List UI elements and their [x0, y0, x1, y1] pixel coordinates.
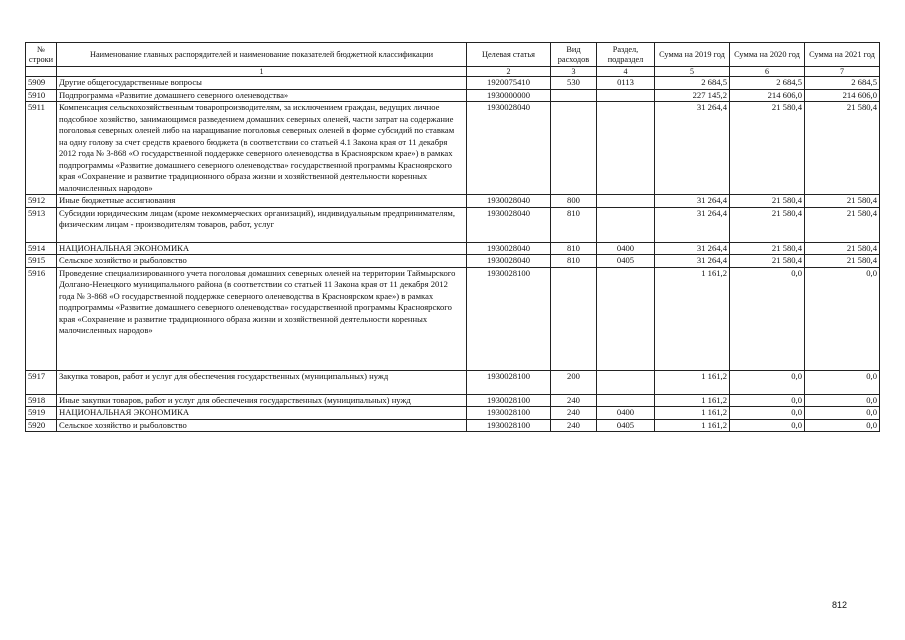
- section-cell: 0400: [597, 242, 655, 255]
- row-number-cell: 5917: [26, 370, 57, 394]
- sum-2021-cell: 0,0: [805, 394, 880, 407]
- target-article-cell: 1930028100: [467, 419, 551, 432]
- sum-2020-cell: 0,0: [730, 394, 805, 407]
- target-article-cell: 1930028100: [467, 407, 551, 420]
- row-number-cell: 5913: [26, 207, 57, 242]
- sum-2019-cell: 1 161,2: [655, 419, 730, 432]
- expense-type-cell: 810: [551, 242, 597, 255]
- table-row: [26, 419, 880, 432]
- sum-2019-cell: 1 161,2: [655, 370, 730, 394]
- sum-2019-cell: 1 161,2: [655, 407, 730, 420]
- header-row-number: № строки: [26, 43, 57, 67]
- table-row: [26, 255, 880, 268]
- sum-2019-cell: 31 264,4: [655, 195, 730, 208]
- sum-2021-cell: 0,0: [805, 267, 880, 370]
- index-cell: 4: [597, 67, 655, 77]
- row-number-cell: 5916: [26, 267, 57, 370]
- name-cell: Закупка товаров, работ и услуг для обеспечения государственных (муниципальных) нужд: [57, 370, 467, 394]
- sum-2019-cell: 227 145,2: [655, 89, 730, 102]
- section-cell: 0400: [597, 407, 655, 420]
- row-number-cell: 5909: [26, 77, 57, 90]
- header-expense-type: Вид расходов: [551, 43, 597, 67]
- header-sum-2019: Сумма на 2019 год: [655, 43, 730, 67]
- sum-2019-cell: 1 161,2: [655, 267, 730, 370]
- table-row: [26, 242, 880, 255]
- name-cell: Сельское хозяйство и рыболовство: [57, 419, 467, 432]
- sum-2021-cell: 21 580,4: [805, 102, 880, 195]
- index-cell: 5: [655, 67, 730, 77]
- sum-2021-cell: 21 580,4: [805, 207, 880, 242]
- table-row: [26, 394, 880, 407]
- section-cell: [597, 394, 655, 407]
- sum-2020-cell: 0,0: [730, 419, 805, 432]
- row-number-cell: 5915: [26, 255, 57, 268]
- header-sum-2021: Сумма на 2021 год: [805, 43, 880, 67]
- sum-2021-cell: 214 606,0: [805, 89, 880, 102]
- sum-2019-cell: 31 264,4: [655, 207, 730, 242]
- sum-2021-cell: 21 580,4: [805, 255, 880, 268]
- page-number: 812: [832, 600, 848, 610]
- name-cell: НАЦИОНАЛЬНАЯ ЭКОНОМИКА: [57, 407, 467, 420]
- section-cell: 0405: [597, 255, 655, 268]
- target-article-cell: 1930028100: [467, 370, 551, 394]
- sum-2021-cell: 0,0: [805, 419, 880, 432]
- index-cell: 1: [57, 67, 467, 77]
- sum-2019-cell: 31 264,4: [655, 255, 730, 268]
- header-section: Раздел, подраздел: [597, 43, 655, 67]
- budget-table: [25, 42, 880, 432]
- table-row: [26, 207, 880, 242]
- sum-2021-cell: 2 684,5: [805, 77, 880, 90]
- sum-2021-cell: 21 580,4: [805, 242, 880, 255]
- row-number-cell: 5914: [26, 242, 57, 255]
- header-name: Наименование главных распорядителей и наименование показателей бюджетной классификации: [57, 43, 467, 67]
- sum-2020-cell: 2 684,5: [730, 77, 805, 90]
- expense-type-cell: [551, 267, 597, 370]
- sum-2019-cell: 1 161,2: [655, 394, 730, 407]
- expense-type-cell: 800: [551, 195, 597, 208]
- section-cell: [597, 102, 655, 195]
- row-number-cell: 5912: [26, 195, 57, 208]
- expense-type-cell: 530: [551, 77, 597, 90]
- target-article-cell: 1920075410: [467, 77, 551, 90]
- table-row: [26, 89, 880, 102]
- sum-2020-cell: 0,0: [730, 407, 805, 420]
- sum-2021-cell: 0,0: [805, 407, 880, 420]
- target-article-cell: 1930000000: [467, 89, 551, 102]
- expense-type-cell: 200: [551, 370, 597, 394]
- sum-2020-cell: 214 606,0: [730, 89, 805, 102]
- section-cell: [597, 370, 655, 394]
- index-cell: [26, 67, 57, 77]
- sum-2020-cell: 0,0: [730, 267, 805, 370]
- row-number-cell: 5920: [26, 419, 57, 432]
- sum-2021-cell: 21 580,4: [805, 195, 880, 208]
- sum-2020-cell: 21 580,4: [730, 242, 805, 255]
- expense-type-cell: [551, 89, 597, 102]
- expense-type-cell: 810: [551, 255, 597, 268]
- section-cell: 0113: [597, 77, 655, 90]
- target-article-cell: 1930028040: [467, 102, 551, 195]
- index-cell: 3: [551, 67, 597, 77]
- sum-2019-cell: 31 264,4: [655, 242, 730, 255]
- sum-2021-cell: 0,0: [805, 370, 880, 394]
- target-article-cell: 1930028040: [467, 255, 551, 268]
- target-article-cell: 1930028040: [467, 207, 551, 242]
- column-index-row: [26, 67, 880, 77]
- name-cell: Другие общегосударственные вопросы: [57, 77, 467, 90]
- section-cell: 0405: [597, 419, 655, 432]
- row-number-cell: 5918: [26, 394, 57, 407]
- target-article-cell: 1930028100: [467, 267, 551, 370]
- table-row: [26, 102, 880, 195]
- sum-2020-cell: 0,0: [730, 370, 805, 394]
- name-cell: Проведение специализированного учета поголовья домашних северных оленей на территории Таймырского Долгано-Ненецкого муниципального района (в соответствии со статьей 11 Закона края от 11 декабря 2012 года № 3-868 «О государственной поддержке северного оленеводства в Красноярском крае») в рамках подпрограммы «Развитие домашнего северного оленеводства» государственной программы Красноярского края «Сохранение и развитие традиционного образа жизни и хозяйственной деятельности коренных малочисленных народов»: [57, 267, 467, 370]
- index-cell: 6: [730, 67, 805, 77]
- target-article-cell: 1930028100: [467, 394, 551, 407]
- table-row: [26, 195, 880, 208]
- table-row: [26, 77, 880, 90]
- section-cell: [597, 195, 655, 208]
- section-cell: [597, 267, 655, 370]
- row-number-cell: 5919: [26, 407, 57, 420]
- table-row: [26, 267, 880, 370]
- row-number-cell: 5910: [26, 89, 57, 102]
- section-cell: [597, 89, 655, 102]
- target-article-cell: 1930028040: [467, 242, 551, 255]
- index-cell: 2: [467, 67, 551, 77]
- name-cell: Субсидии юридическим лицам (кроме некоммерческих организаций), индивидуальным предпринимателям, физическим лицам - производителям товаров, работ, услуг: [57, 207, 467, 242]
- name-cell: Иные бюджетные ассигнования: [57, 195, 467, 208]
- sum-2020-cell: 21 580,4: [730, 255, 805, 268]
- header-target-article: Целевая статья: [467, 43, 551, 67]
- name-cell: Иные закупки товаров, работ и услуг для обеспечения государственных (муниципальных) нужд: [57, 394, 467, 407]
- name-cell: НАЦИОНАЛЬНАЯ ЭКОНОМИКА: [57, 242, 467, 255]
- name-cell: Подпрограмма «Развитие домашнего северного оленеводства»: [57, 89, 467, 102]
- sum-2019-cell: 31 264,4: [655, 102, 730, 195]
- table-header-row: [26, 43, 880, 67]
- expense-type-cell: [551, 102, 597, 195]
- table-row: [26, 370, 880, 394]
- expense-type-cell: 240: [551, 419, 597, 432]
- sum-2020-cell: 21 580,4: [730, 102, 805, 195]
- sum-2019-cell: 2 684,5: [655, 77, 730, 90]
- target-article-cell: 1930028040: [467, 195, 551, 208]
- name-cell: Компенсация сельскохозяйственным товаропроизводителям, за исключением граждан, ведущих личное подсобное хозяйство, занимающимся разведением домашних северных оленей, части затрат на содержание поголовья северных оленей либо на наращивание поголовья северных оленей в форме субсидий по ставкам на одну голову за счет средств краевого бюджета (в соответствии со статьей 4.1 Закона края от 11 декабря 2012 года № 3-868 «О государственной поддержке северного оленеводства в Красноярском крае») в рамках подпрограммы «Развитие домашнего северного оленеводства» государственной программы Красноярского края «Сохранение и развитие традиционного образа жизни и хозяйственной деятельности коренных малочисленных народов»: [57, 102, 467, 195]
- sum-2020-cell: 21 580,4: [730, 195, 805, 208]
- expense-type-cell: 240: [551, 407, 597, 420]
- expense-type-cell: 810: [551, 207, 597, 242]
- index-cell: 7: [805, 67, 880, 77]
- name-cell: Сельское хозяйство и рыболовство: [57, 255, 467, 268]
- section-cell: [597, 207, 655, 242]
- sum-2020-cell: 21 580,4: [730, 207, 805, 242]
- table-row: [26, 407, 880, 420]
- row-number-cell: 5911: [26, 102, 57, 195]
- expense-type-cell: 240: [551, 394, 597, 407]
- header-sum-2020: Сумма на 2020 год: [730, 43, 805, 67]
